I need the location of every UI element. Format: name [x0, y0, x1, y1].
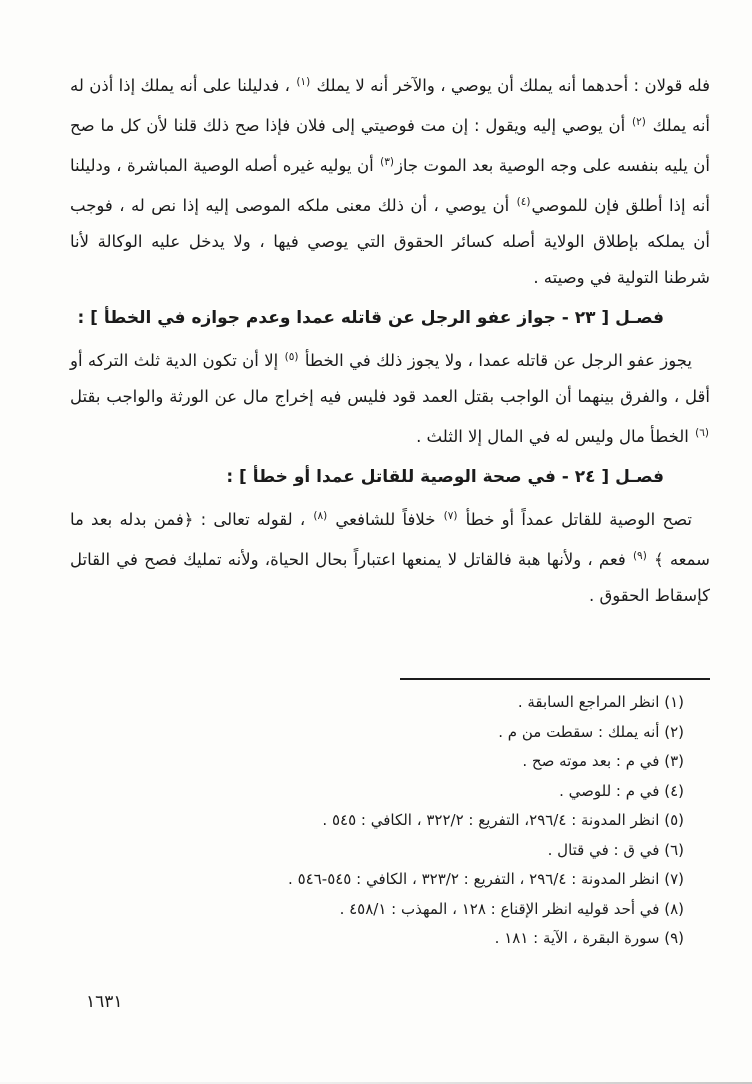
- footnote-ref-marker: (٨): [313, 510, 328, 522]
- footnote-ref-marker: (٥): [284, 351, 299, 363]
- footnote-section: [65, 678, 710, 954]
- text-run: ، لقوله تعالى : ﴿فمن بدله بعد ما سمعه ﴾: [70, 510, 711, 569]
- footnote-item: (٧) انظر المدونة : ٢٩٦/٤ ، التفريع : ٣٢٣/٢ ، الكافي : ٥٤٥-٥٤٦ .: [288, 870, 684, 888]
- text-run: ، فدليلنا على أنه يملك إذا أذن له أنه يملك: [70, 76, 710, 135]
- text-run: أن يوليه غيره أصله الوصية المباشرة ، ودليلنا أنه إذا أطلق فإن للموصي: [70, 156, 710, 215]
- footnote-item: (٦) في ق : في قتال .: [547, 840, 684, 859]
- footnote-separator-line: [400, 678, 710, 680]
- footnote-item: (١) انظر المراجع السابقة .: [517, 693, 684, 711]
- text-run: أن يوصي ، أن ذلك معنى ملكه الموصى إليه إذا نص له ، فوجب أن يملكه بإطلاق الولاية أصله كسائر الحقوق التي يوصي فيها ، ولا يدخل عليه الوكالة لأنا شرطنا التولية في وصيته .: [70, 196, 710, 287]
- text-run: يجوز عفو الرجل عن قاتله عمدا ، ولا يجوز ذلك في الخطأ: [299, 351, 692, 370]
- text-run: أن يوصي إليه ويقول : إن مت فوصيتي إلى فلان فإذا صح ذلك قلنا لأن كل ما صح أن يليه بنفسه على وجه الوصية بعد الموت جاز: [70, 116, 710, 175]
- page-number: ١٦٣١: [86, 992, 123, 1012]
- text-run: فعم ، ولأنها هبة فالقاتل لا يمنعها اعتباراً بحال الحياة، ولأنه تمليك فصح في القاتل كإسقاط الحقوق .: [70, 550, 710, 605]
- paragraph-two-opinions: [70, 64, 710, 296]
- footnote-item: (٣) في م : بعد موته صح .: [522, 752, 684, 770]
- footnote-ref-marker: (٦): [695, 427, 709, 439]
- footnote-item: (٤) في م : للوصي .: [559, 781, 684, 800]
- footnotes-list: [65, 688, 710, 954]
- footnote-item: (٨) في أحد قوليه انظر الإقناع : ١٢٨ ، المهذب : ٤٥٨/١ .: [339, 899, 684, 918]
- text-run: فله قولان : أحدهما أنه يملك أن يوصي ، والآخر أنه لا يملك: [311, 76, 710, 95]
- section-heading-24: فصـل [ ٢٤ - في صحة الوصية للقاتل عمدا أو خطأ ] :: [226, 467, 664, 487]
- paragraph-bequest-to-killer: [70, 498, 710, 614]
- footnote-ref-marker: (١): [296, 76, 311, 88]
- text-run: تصح الوصية للقاتل عمداً أو خطأ: [458, 510, 692, 529]
- footnote-ref-marker: (٣): [380, 156, 394, 168]
- footnote-item: (٥) انظر المدونة : ٢٩٦/٤، التفريع : ٣٢٢/٢ ، الكافي : ٥٤٥ .: [322, 811, 684, 829]
- text-run: خلافاً للشافعي: [328, 510, 443, 529]
- footnote-ref-marker: (٢): [632, 116, 646, 128]
- footnote-ref-marker: (٤): [516, 196, 531, 208]
- text-run: الخطأ مال وليس له في المال إلا الثلث .: [416, 427, 695, 446]
- footnote-item: (٩) سورة البقرة ، الآية : ١٨١ .: [494, 929, 684, 947]
- main-text-block: [70, 64, 710, 614]
- footnote-ref-marker: (٩): [632, 550, 647, 562]
- text-run: إلا أن تكون الدية ثلث التركه أو أقل ، والفرق بينهما أن الواجب بقتل العمد قود فليس فيه إخراج مال عن الورثة والواجب بقتل: [70, 351, 710, 406]
- paragraph-pardon-killer: [70, 339, 710, 455]
- footnote-ref-marker: (٧): [443, 510, 458, 522]
- section-heading-23: فصـل [ ٢٣ - جواز عفو الرجل عن قاتله عمدا وعدم جوازه في الخطأ ] :: [77, 308, 664, 328]
- footnote-item: (٢) أنه يملك : سقطت من م .: [498, 722, 684, 741]
